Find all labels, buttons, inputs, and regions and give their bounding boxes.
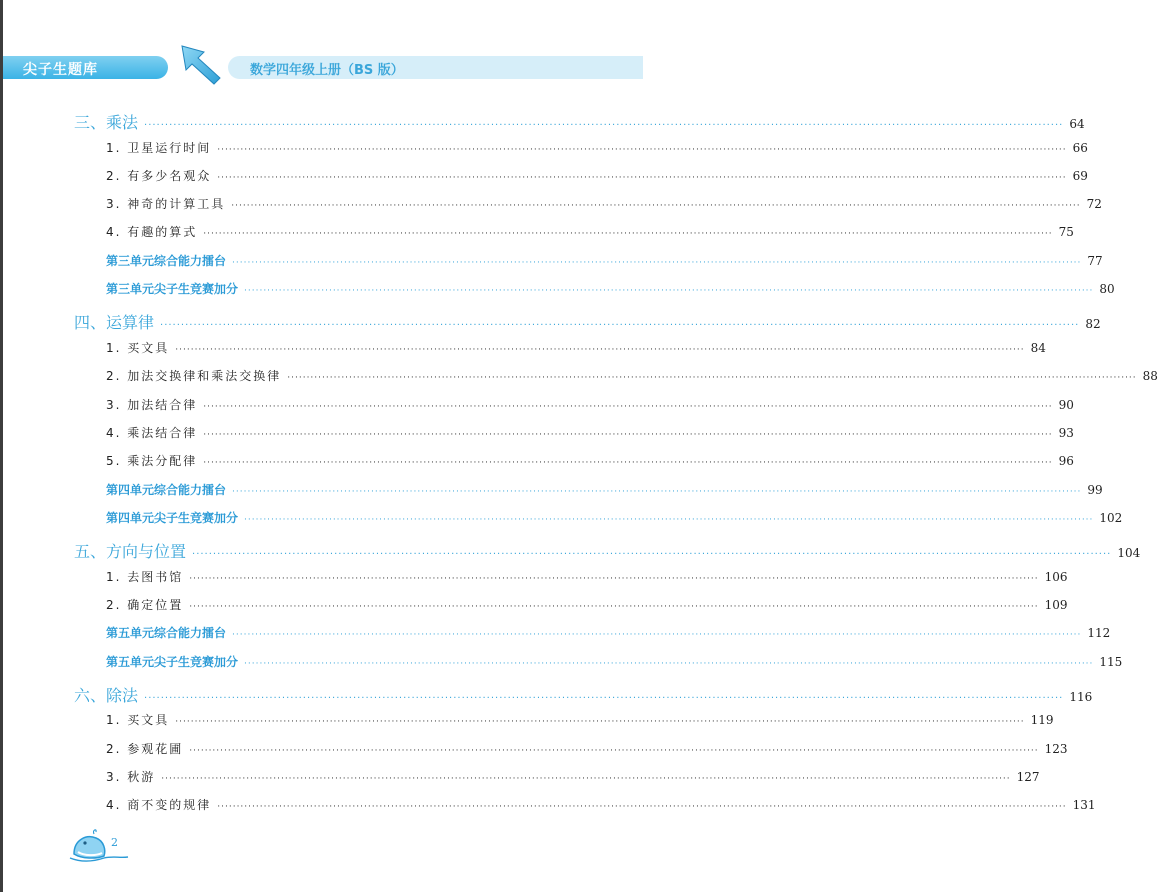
toc-page-number: 112 — [1087, 626, 1111, 640]
toc-title: 四、运算律 — [74, 313, 155, 332]
leader-dots: ···························································································································································································································· — [189, 602, 1039, 612]
toc-unit-review[interactable] — [106, 481, 1103, 498]
toc-section[interactable] — [106, 796, 1096, 813]
toc-page-number: 115 — [1099, 655, 1123, 669]
toc-page-number: 77 — [1087, 254, 1103, 268]
toc-page-number: 90 — [1058, 398, 1074, 412]
toc-page-number: 102 — [1099, 511, 1123, 525]
leader-dots: ···························································································································································································································· — [244, 515, 1094, 525]
page-number: 2 — [111, 836, 118, 849]
leader-dots: ···························································································································································································································· — [203, 458, 1053, 468]
toc-title: 1. 买文具 — [106, 341, 170, 355]
series-banner — [3, 56, 168, 79]
toc-page-number: 127 — [1016, 770, 1040, 784]
toc-unit-review[interactable] — [106, 653, 1123, 670]
toc-title: 第三单元综合能力擂台 — [106, 254, 227, 268]
toc-page-number: 119 — [1030, 713, 1054, 727]
toc-title: 1. 卫星运行时间 — [106, 141, 212, 155]
toc-page-number: 104 — [1117, 546, 1141, 560]
leader-dots: ···························································································································································································································· — [217, 173, 1067, 183]
toc-section[interactable] — [106, 396, 1074, 413]
leader-dots: ···························································································································································································································· — [217, 145, 1067, 155]
arrow-icon — [178, 44, 224, 86]
leader-dots: ···························································································································································································································· — [232, 487, 1082, 497]
series-title: 尖子生题库 — [23, 62, 98, 78]
toc-page-number: 80 — [1099, 282, 1115, 296]
toc-unit-review[interactable] — [106, 624, 1111, 641]
toc-title: 3. 神奇的计算工具 — [106, 197, 226, 211]
toc-title: 第四单元综合能力擂台 — [106, 483, 227, 497]
toc-unit-review[interactable] — [106, 252, 1103, 269]
toc-section[interactable] — [106, 424, 1074, 441]
toc-section[interactable] — [106, 139, 1088, 156]
toc-page-number: 123 — [1044, 742, 1068, 756]
leader-dots: ···························································································································································································································· — [231, 201, 1081, 211]
toc-page-number: 116 — [1069, 690, 1093, 704]
toc-page-number: 93 — [1058, 426, 1074, 440]
toc-chapter[interactable] — [74, 539, 1141, 562]
leader-dots: ···························································································································································································································· — [244, 659, 1094, 669]
leader-dots: ···························································································································································································································· — [189, 746, 1039, 756]
toc-chapter[interactable] — [74, 110, 1085, 133]
toc-page-number: 131 — [1072, 798, 1096, 812]
toc-page-number: 64 — [1069, 117, 1085, 131]
leader-dots: ···························································································································································································································· — [203, 430, 1053, 440]
toc-page-number: 106 — [1044, 570, 1068, 584]
toc-unit-review[interactable] — [106, 509, 1123, 526]
toc-section[interactable] — [106, 223, 1074, 240]
book-title: 数学四年级上册（BS 版） — [250, 63, 404, 78]
toc-page-number: 69 — [1072, 169, 1088, 183]
toc-page-number: 66 — [1072, 141, 1088, 155]
toc-section[interactable] — [106, 452, 1074, 469]
book-banner — [228, 56, 643, 79]
book-spine — [0, 0, 3, 892]
leader-dots: ···························································································································································································································· — [287, 373, 1137, 383]
toc-title: 1. 买文具 — [106, 713, 170, 727]
toc-title: 4. 商不变的规律 — [106, 798, 212, 812]
toc-title: 六、除法 — [74, 686, 139, 705]
toc-section[interactable] — [106, 596, 1068, 613]
leader-dots: ···························································································································································································································· — [203, 402, 1053, 412]
leader-dots: ···························································································································································································································· — [244, 286, 1094, 296]
toc-title: 4. 乘法结合律 — [106, 426, 198, 440]
toc-section[interactable] — [106, 367, 1158, 384]
toc-title: 第四单元尖子生竞赛加分 — [106, 511, 239, 525]
leader-dots: ···························································································································································································································· — [232, 630, 1082, 640]
leader-dots: ···························································································································································································································· — [232, 258, 1082, 268]
toc-page-number: 84 — [1030, 341, 1046, 355]
toc-page-number: 109 — [1044, 598, 1068, 612]
toc-title: 2. 参观花圃 — [106, 742, 184, 756]
toc-page-number: 82 — [1085, 317, 1101, 331]
toc-section[interactable] — [106, 195, 1102, 212]
toc-title: 1. 去图书馆 — [106, 570, 184, 584]
leader-dots: ···························································································································································································································· — [175, 717, 1025, 727]
leader-dots: ···························································································································································································································· — [175, 345, 1025, 355]
leader-dots: ···························································································································································································································· — [189, 574, 1039, 584]
toc-title: 3. 加法结合律 — [106, 398, 198, 412]
leader-dots: ···························································································································································································································· — [160, 320, 1080, 331]
toc-title: 三、乘法 — [74, 113, 139, 132]
toc-section[interactable] — [106, 167, 1088, 184]
toc-title: 4. 有趣的算式 — [106, 225, 198, 239]
leader-dots: ···························································································································································································································· — [203, 229, 1053, 239]
whale-icon — [70, 826, 130, 862]
toc-page-number: 72 — [1086, 197, 1102, 211]
leader-dots: ···························································································································································································································· — [161, 774, 1011, 784]
toc-section[interactable] — [106, 740, 1068, 757]
toc-title: 第五单元综合能力擂台 — [106, 626, 227, 640]
leader-dots: ···························································································································································································································· — [192, 549, 1112, 560]
leader-dots: ···························································································································································································································· — [144, 693, 1064, 704]
toc-title: 5. 乘法分配律 — [106, 454, 198, 468]
toc-page-number: 75 — [1058, 225, 1074, 239]
toc-page-number: 88 — [1142, 369, 1158, 383]
toc-section[interactable] — [106, 339, 1046, 356]
toc-title: 2. 有多少名观众 — [106, 169, 212, 183]
toc-section[interactable] — [106, 768, 1040, 785]
leader-dots: ···························································································································································································································· — [144, 120, 1064, 131]
toc-section[interactable] — [106, 568, 1068, 585]
toc-section[interactable] — [106, 711, 1054, 728]
toc-title: 第五单元尖子生竞赛加分 — [106, 655, 239, 669]
toc-title: 第三单元尖子生竞赛加分 — [106, 282, 239, 296]
toc-chapter[interactable] — [74, 310, 1101, 333]
toc-title: 2. 加法交换律和乘法交换律 — [106, 369, 282, 383]
toc-title: 3. 秋游 — [106, 770, 156, 784]
toc-page-number: 96 — [1058, 454, 1074, 468]
toc-unit-review[interactable] — [106, 280, 1115, 297]
toc-chapter[interactable] — [74, 683, 1093, 706]
toc-title: 2. 确定位置 — [106, 598, 184, 612]
toc-title: 五、方向与位置 — [74, 542, 187, 561]
leader-dots: ···························································································································································································································· — [217, 802, 1067, 812]
toc-page-number: 99 — [1087, 483, 1103, 497]
